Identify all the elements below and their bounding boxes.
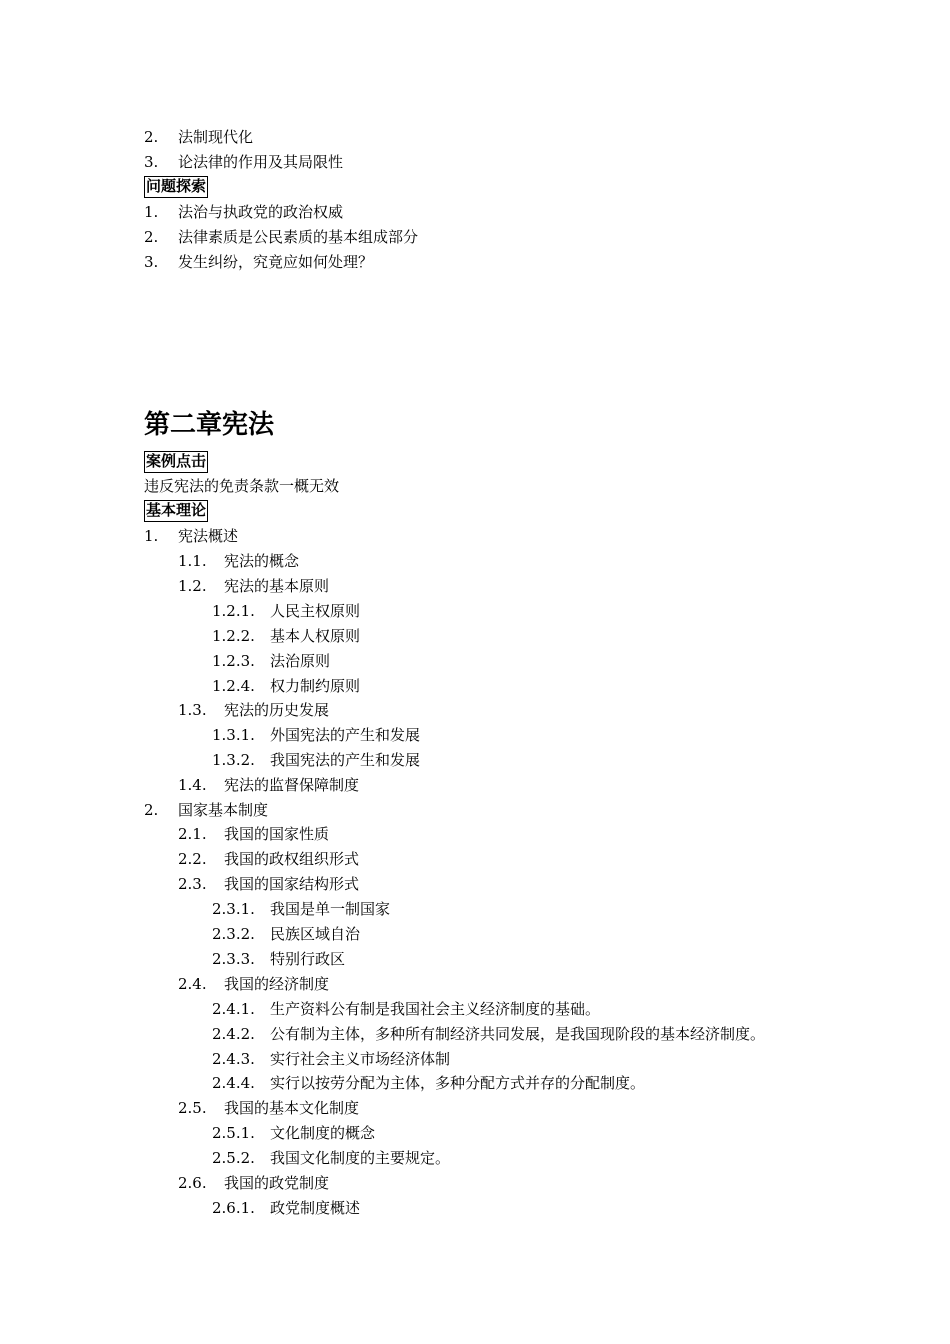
outline-number: 2.6.	[178, 1174, 207, 1192]
outline-text: 政党制度概述	[270, 1199, 361, 1217]
outline-text: 生产资料公有制是我国社会主义经济制度的基础。	[270, 1000, 601, 1018]
outline-number: 2.5.1.	[212, 1124, 255, 1142]
outline-text: 特别行政区	[270, 950, 346, 968]
outline-text: 宪法概述	[178, 527, 239, 545]
outline-item	[212, 1196, 360, 1220]
list-text: 法治与执政党的政治权威	[178, 203, 344, 221]
chapter-title: 第二章宪法	[144, 410, 275, 440]
outline-text: 人民主权原则	[270, 602, 361, 620]
outline-item	[212, 1121, 375, 1145]
outline-text: 我国是单一制国家	[270, 900, 391, 918]
outline-number: 2.6.1.	[212, 1199, 255, 1217]
outline-number: 1.2.	[178, 577, 207, 595]
outline-text: 国家基本制度	[178, 801, 269, 819]
outline-text: 我国文化制度的主要规定。	[270, 1149, 451, 1167]
outline-item	[212, 1071, 645, 1095]
outline-text: 民族区域自治	[270, 925, 361, 943]
list-number: 2.	[144, 128, 159, 146]
list-number: 1.	[144, 203, 159, 221]
outline-text: 我国的政党制度	[224, 1174, 330, 1192]
outline-number: 1.2.2.	[212, 627, 255, 645]
list-item	[144, 200, 343, 224]
outline-number: 2.4.1.	[212, 1000, 255, 1018]
case-heading: 案例点击	[144, 451, 208, 473]
outline-number: 1.2.4.	[212, 677, 255, 695]
outline-number: 2.3.	[178, 875, 207, 893]
outline-number: 2.3.3.	[212, 950, 255, 968]
outline-number: 1.4.	[178, 776, 207, 794]
outline-text: 外国宪法的产生和发展	[270, 726, 421, 744]
outline-item	[212, 674, 360, 698]
outline-number: 2.2.	[178, 850, 207, 868]
list-number: 2.	[144, 228, 159, 246]
outline-text: 实行社会主义市场经济体制	[270, 1050, 451, 1068]
outline-text: 宪法的基本原则	[224, 577, 330, 595]
outline-text: 我国的基本文化制度	[224, 1099, 360, 1117]
list-item	[144, 150, 343, 174]
outline-item	[212, 897, 390, 921]
list-number: 3.	[144, 253, 159, 271]
outline-text: 权力制约原则	[270, 677, 361, 695]
list-number: 3.	[144, 153, 159, 171]
outline-item	[212, 1047, 450, 1071]
outline-text: 我国的国家性质	[224, 825, 330, 843]
outline-text: 我国的国家结构形式	[224, 875, 360, 893]
case-text: 违反宪法的免责条款一概无效	[144, 477, 340, 495]
outline-number: 1.2.3.	[212, 652, 255, 670]
outline-text: 公有制为主体，多种所有制经济共同发展，是我国现阶段的基本经济制度。	[270, 1025, 766, 1043]
list-item	[144, 250, 373, 274]
list-text: 法制现代化	[178, 128, 254, 146]
outline-text: 我国的政权组织形式	[224, 850, 360, 868]
outline-item	[212, 997, 600, 1021]
outline-number: 1.3.1.	[212, 726, 255, 744]
outline-number: 2.4.3.	[212, 1050, 255, 1068]
outline-text: 法治原则	[270, 652, 331, 670]
outline-number: 1.1.	[178, 552, 207, 570]
outline-number: 2.	[144, 801, 159, 819]
outline-number: 2.3.2.	[212, 925, 255, 943]
outline-number: 1.2.1.	[212, 602, 255, 620]
outline-item	[178, 574, 329, 598]
list-item	[144, 125, 253, 149]
outline-item	[178, 972, 329, 996]
list-text: 发生纠纷，究竟应如何处理？	[178, 253, 374, 271]
list-text: 论法律的作用及其局限性	[178, 153, 344, 171]
outline-item	[212, 922, 360, 946]
outline-item	[178, 549, 299, 573]
outline-number: 2.4.2.	[212, 1025, 255, 1043]
outline-item	[178, 822, 329, 846]
outline-item	[212, 599, 360, 623]
outline-text: 宪法的历史发展	[224, 701, 330, 719]
outline-number: 1.3.	[178, 701, 207, 719]
outline-number: 2.5.2.	[212, 1149, 255, 1167]
outline-item	[212, 1146, 450, 1170]
outline-number: 2.4.	[178, 975, 207, 993]
outline-item	[212, 748, 420, 772]
problem-heading: 问题探索	[144, 176, 208, 198]
outline-number: 2.1.	[178, 825, 207, 843]
outline-number: 2.5.	[178, 1099, 207, 1117]
outline-item	[212, 624, 360, 648]
list-item	[144, 225, 418, 249]
outline-number: 1.3.2.	[212, 751, 255, 769]
outline-item	[178, 872, 359, 896]
outline-item	[178, 847, 359, 871]
outline-number: 1.	[144, 527, 159, 545]
theory-heading: 基本理论	[144, 500, 208, 522]
outline-text: 基本人权原则	[270, 627, 361, 645]
outline-text: 宪法的概念	[224, 552, 300, 570]
outline-item	[212, 723, 420, 747]
outline-item	[178, 698, 329, 722]
outline-item	[178, 1096, 359, 1120]
outline-text: 实行以按劳分配为主体，多种分配方式并存的分配制度。	[270, 1074, 646, 1092]
outline-text: 我国的经济制度	[224, 975, 330, 993]
outline-item	[144, 798, 268, 822]
outline-text: 文化制度的概念	[270, 1124, 376, 1142]
outline-item	[178, 1171, 329, 1195]
outline-number: 2.4.4.	[212, 1074, 255, 1092]
outline-item	[178, 773, 359, 797]
list-text: 法律素质是公民素质的基本组成部分	[178, 228, 419, 246]
outline-item	[212, 947, 345, 971]
outline-item	[212, 1022, 765, 1046]
outline-text: 宪法的监督保障制度	[224, 776, 360, 794]
outline-number: 2.3.1.	[212, 900, 255, 918]
outline-text: 我国宪法的产生和发展	[270, 751, 421, 769]
outline-item	[144, 524, 238, 548]
outline-item	[212, 649, 330, 673]
